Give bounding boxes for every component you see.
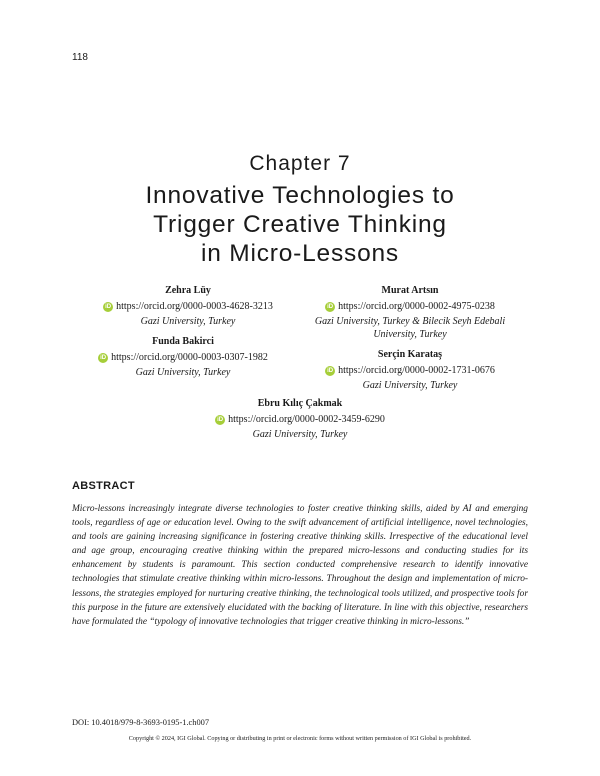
- orcid-link[interactable]: https://orcid.org/0000-0003-0307-1982: [111, 352, 268, 363]
- author-affiliation: Gazi University, Turkey: [135, 367, 231, 378]
- orcid-line: [295, 364, 525, 377]
- chapter-label: Chapter 7: [249, 152, 351, 175]
- orcid-line: [180, 413, 420, 426]
- orcid-line: [78, 300, 298, 313]
- page-number: 118: [72, 52, 88, 63]
- author-name: Zehra Lüy: [165, 285, 211, 296]
- copyright-notice: Copyright © 2024, IGI Global. Copying or distributing in print or electronic forms without written permission of IGI Global is prohibited.: [128, 735, 472, 742]
- orcid-icon: iD: [327, 367, 334, 374]
- orcid-link[interactable]: https://orcid.org/0000-0002-3459-6290: [228, 414, 385, 425]
- abstract-text: Micro-lessons increasingly integrate diverse technologies to foster creative thinking skills, aided by AI and emerging tools, regardless of age or education level. Owing to the swift advancement of artificial intelligence, novel technologies, and tools are gaining increasing significance in fostering creative thinking skills. Irrespective of the educational level and age group, encouraging creative thinking within the prepared micro-lessons and conducting studies for its enhancement by students is paramount. This section conducted comprehensive research to identify innovative technologies that stimulate creative thinking within micro-lessons. Throughout the design and implementation of micro-lessons, the strategies employed for nurturing creative thinking, the technological tools utilized, and prospective tools for this purpose in the future are extensively elucidated with the backing of literature. In line with this objective, researchers have formulated the “typology of innovative technologies that trigger creative thinking in micro-lessons.”: [72, 504, 528, 627]
- author-affiliation: Gazi University, Turkey: [140, 316, 236, 327]
- doi[interactable]: DOI: 10.4018/979-8-3693-0195-1.ch007: [72, 718, 210, 727]
- author-name: Funda Bakirci: [152, 336, 214, 347]
- abstract-heading: ABSTRACT: [72, 480, 135, 492]
- orcid-line: [68, 351, 298, 364]
- author-name: Murat Artsın: [381, 285, 439, 296]
- author-name: Serçin Karataş: [377, 349, 443, 360]
- chapter-title-line: Trigger Creative Thinking: [153, 211, 447, 238]
- author-funda-bakirci: [68, 335, 298, 379]
- author-affiliation: Gazi University, Turkey: [362, 380, 458, 391]
- chapter-title: [60, 181, 540, 268]
- affiliation-line: University, Turkey: [373, 329, 447, 340]
- author-affiliation: [295, 315, 525, 341]
- orcid-icon: iD: [327, 303, 334, 310]
- orcid-icon: iD: [100, 354, 107, 361]
- orcid-link[interactable]: https://orcid.org/0000-0002-1731-0676: [338, 365, 495, 376]
- chapter-title-line: Innovative Technologies to: [145, 182, 455, 209]
- orcid-link[interactable]: https://orcid.org/0000-0002-4975-0238: [338, 301, 495, 312]
- author-affiliation: Gazi University, Turkey: [252, 429, 348, 440]
- orcid-line: [295, 300, 525, 313]
- orcid-icon: iD: [217, 416, 224, 423]
- author-zehra-luy: [78, 284, 298, 328]
- author-sercin-karatas: [295, 348, 525, 392]
- author-ebru-kilic-cakmak: [180, 397, 420, 441]
- author-name: Ebru Kılıç Çakmak: [257, 398, 343, 409]
- orcid-icon: iD: [105, 303, 112, 310]
- chapter-title-line: in Micro-Lessons: [201, 240, 399, 267]
- affiliation-line: Gazi University, Turkey & Bilecik Seyh Edebali: [314, 316, 506, 327]
- orcid-link[interactable]: https://orcid.org/0000-0003-4628-3213: [116, 301, 273, 312]
- author-murat-artsin: [295, 284, 525, 341]
